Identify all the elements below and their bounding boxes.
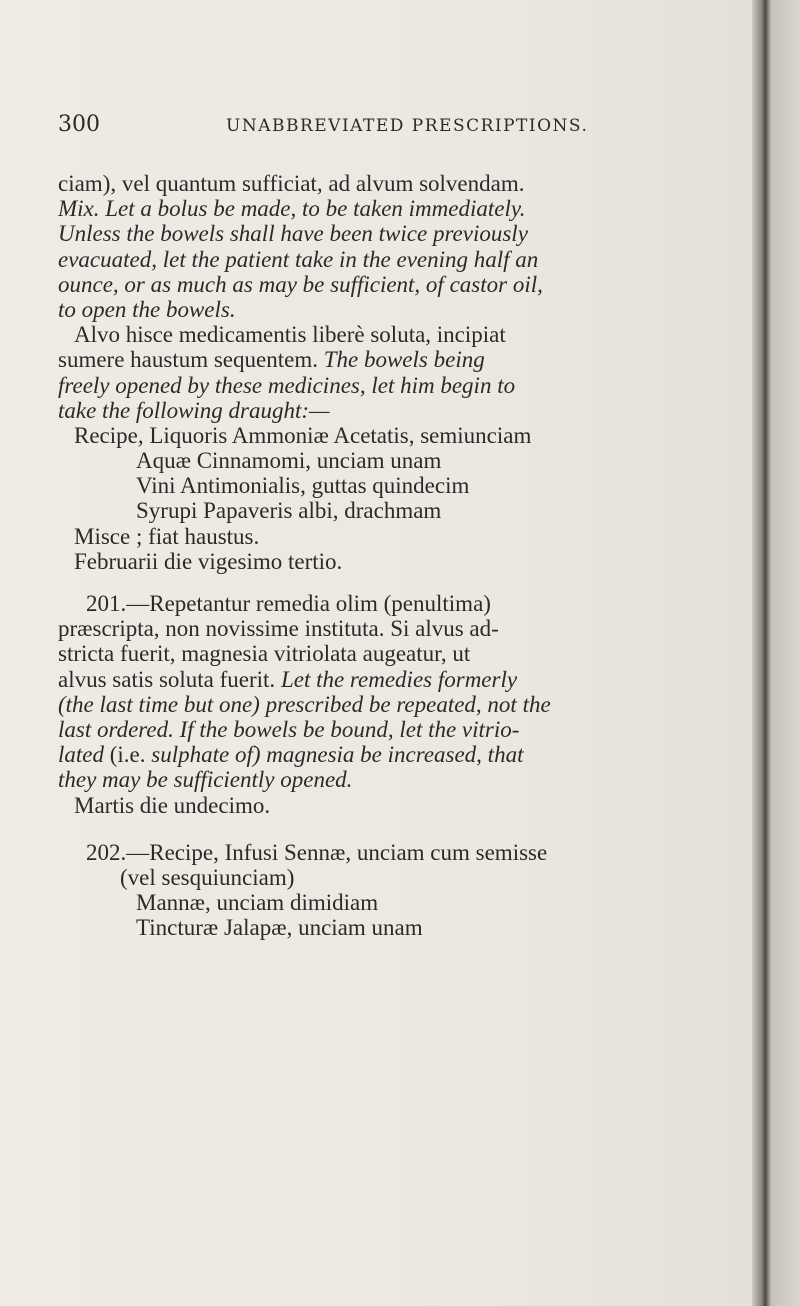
text-segment: Let the remedies formerly: [280, 666, 518, 692]
text-line: Unless the bowels shall have been twice previously: [58, 221, 528, 247]
text-segment: sumere haustum sequentem.: [58, 347, 318, 373]
text-line: (the last time but one) prescribed be repeated, not the: [58, 691, 551, 717]
text-line: they may be sufficiently opened.: [58, 767, 353, 793]
text-line: take the following draught:—: [58, 397, 330, 423]
text-line: 202.—Recipe, Infusi Sennæ, unciam cum semisse: [86, 839, 548, 865]
text-line: Syrupi Papaveris albi, drachmam: [136, 498, 442, 524]
text-line: Alvo hisce medicamentis liberè soluta, incipiat: [74, 322, 506, 348]
text-segment: alvus satis soluta fuerit.: [58, 666, 276, 692]
paragraph-gap: [58, 818, 770, 840]
text-line: last ordered. If the bowels be bound, let the vitrio-: [58, 716, 520, 742]
text-line: freely opened by these medicines, let him begin to: [58, 372, 516, 398]
text-line: stricta fuerit, magnesia vitriolata augeatur, ut: [58, 641, 471, 667]
page-header: [58, 112, 758, 152]
text-line: evacuated, let the patient take in the evening half an: [58, 246, 539, 272]
text-line: Recipe, Liquoris Ammoniæ Acetatis, semiunciam: [74, 422, 532, 448]
text-line: ounce, or as much as may be sufficient, of castor oil,: [58, 271, 543, 297]
text-segment: (i.e.: [109, 742, 146, 768]
binding-gutter: [752, 0, 800, 1306]
text-line: [58, 742, 770, 767]
text-line: Tincturæ Jalapæ, unciam unam: [136, 915, 423, 941]
text-line: Februarii die vigesimo tertio.: [74, 548, 343, 574]
text-line: (vel sesquiunciam): [120, 864, 295, 890]
text-line: Aquæ Cinnamomi, unciam unam: [136, 448, 442, 474]
text-line: [58, 667, 770, 692]
text-line: Mannæ, unciam dimidiam: [136, 890, 379, 916]
text-segment: sulphate of) magnesia be increased, that: [151, 742, 524, 768]
page-number: 300: [58, 112, 100, 137]
body-text: [58, 171, 770, 940]
text-line: [58, 347, 770, 372]
text-line: præscripta, non novissime instituta. Si alvus ad-: [58, 616, 499, 642]
text-line: Martis die undecimo.: [74, 792, 271, 818]
text-line: to open the bowels.: [58, 296, 236, 322]
text-line: Misce ; fiat haustus.: [74, 523, 260, 549]
text-line: Vini Antimonialis, guttas quindecim: [136, 473, 470, 499]
text-segment: lated: [58, 742, 104, 768]
text-segment: The bowels being: [323, 347, 485, 373]
text-line: 201.—Repetantur remedia olim (penultima): [86, 591, 491, 616]
paragraph-gap: [58, 574, 770, 591]
running-head: UNABBREVIATED PRESCRIPTIONS.: [226, 116, 589, 136]
text-line: Mix. Let a bolus be made, to be taken immediately.: [58, 196, 526, 222]
text-line: ciam), vel quantum sufficiat, ad alvum solvendam.: [58, 171, 525, 196]
